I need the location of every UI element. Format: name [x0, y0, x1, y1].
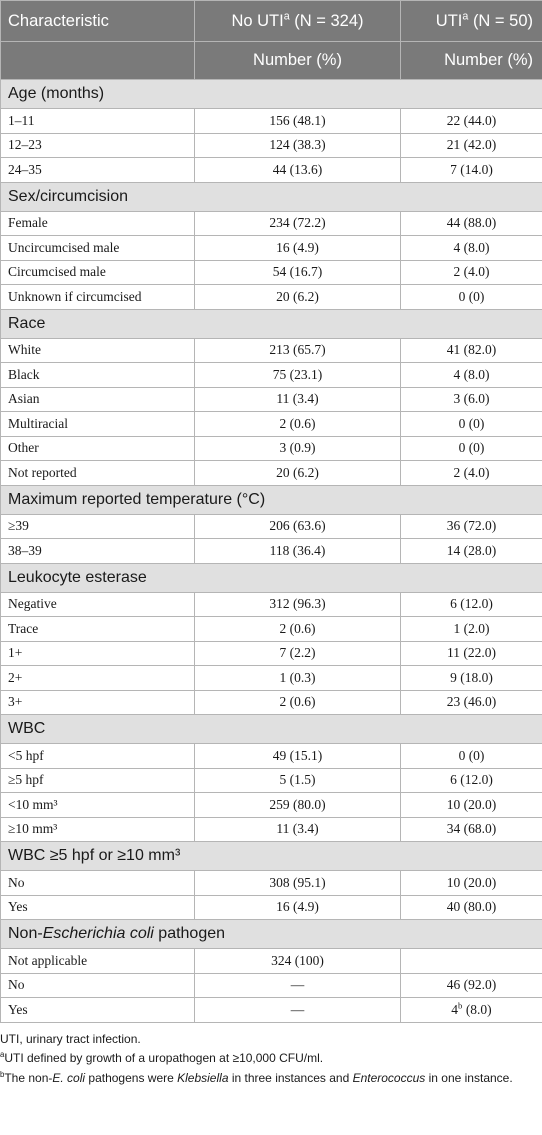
cell-uti: 41 (82.0)	[401, 338, 542, 363]
cell-uti: 46 (92.0)	[401, 973, 542, 998]
section-title: WBC ≥5 hpf or ≥10 mm³	[1, 842, 542, 871]
header-row	[1, 1, 542, 42]
cell-uti: 44 (88.0)	[401, 211, 542, 236]
table-row	[1, 158, 542, 183]
table-row	[1, 768, 542, 793]
header-uti: UTI$^a$ (N = 50)	[401, 1, 542, 42]
cell-no-uti: 312 (96.3)	[195, 592, 401, 617]
cell-uti: 6 (12.0)	[401, 592, 542, 617]
table-row	[1, 817, 542, 842]
row-label: <10 mm³	[1, 793, 195, 818]
row-label: Not reported	[1, 461, 195, 486]
table-row	[1, 793, 542, 818]
row-label: 12–23	[1, 133, 195, 158]
cell-no-uti: 11 (3.4)	[195, 387, 401, 412]
cell-no-uti: 7 (2.2)	[195, 641, 401, 666]
row-label: Other	[1, 436, 195, 461]
row-label: Yes	[1, 895, 195, 920]
cell-no-uti: 2 (0.6)	[195, 617, 401, 642]
section-title: Maximum reported temperature (°C)	[1, 485, 542, 514]
cell-uti: 0 (0)	[401, 436, 542, 461]
row-label: No	[1, 871, 195, 896]
table-row	[1, 949, 542, 974]
cell-no-uti: 156 (48.1)	[195, 109, 401, 134]
table-row	[1, 412, 542, 437]
row-label: 1+	[1, 641, 195, 666]
cell-uti: 6 (12.0)	[401, 768, 542, 793]
cell-uti: 9 (18.0)	[401, 666, 542, 691]
table-row	[1, 998, 542, 1023]
header-no-uti: No UTI$^a$ (N = 324)	[195, 1, 401, 42]
cell-uti: 0 (0)	[401, 744, 542, 769]
header-characteristic: Characteristic	[1, 1, 195, 42]
cell-uti: 36 (72.0)	[401, 514, 542, 539]
cell-uti: 10 (20.0)	[401, 793, 542, 818]
footnote-abbreviation: UTI, urinary tract infection.	[0, 1031, 141, 1046]
table-row	[1, 133, 542, 158]
table-row	[1, 871, 542, 896]
cell-no-uti: —	[195, 973, 401, 998]
section-header-row	[1, 842, 542, 871]
cell-uti: 14 (28.0)	[401, 539, 542, 564]
cell-uti: 4 (8.0)	[401, 363, 542, 388]
table-row	[1, 617, 542, 642]
cell-uti: 2 (4.0)	[401, 260, 542, 285]
cell-no-uti: 234 (72.2)	[195, 211, 401, 236]
cell-no-uti: 3 (0.9)	[195, 436, 401, 461]
row-label: Black	[1, 363, 195, 388]
subheader-blank	[1, 42, 195, 80]
row-label: Circumcised male	[1, 260, 195, 285]
cell-no-uti: 20 (6.2)	[195, 285, 401, 310]
row-label: No	[1, 973, 195, 998]
cell-uti: 2 (4.0)	[401, 461, 542, 486]
section-title: Age (months)	[1, 80, 542, 109]
subheader-row	[1, 42, 542, 80]
row-label: 38–39	[1, 539, 195, 564]
cell-no-uti: —	[195, 998, 401, 1023]
table-row	[1, 973, 542, 998]
cell-uti: 3 (6.0)	[401, 387, 542, 412]
cell-uti: 4 (8.0)	[401, 236, 542, 261]
section-title: Leukocyte esterase	[1, 563, 542, 592]
row-label: Asian	[1, 387, 195, 412]
section-header-row	[1, 920, 542, 949]
section-title: WBC	[1, 715, 542, 744]
cell-no-uti: 16 (4.9)	[195, 236, 401, 261]
table-row	[1, 260, 542, 285]
row-label: 24–35	[1, 158, 195, 183]
row-label: 1–11	[1, 109, 195, 134]
cell-no-uti: 49 (15.1)	[195, 744, 401, 769]
footnote-b: $^b$The non-E. coli pathogens were Klebsiella in three instances and Enterococcus in one instance.	[0, 1069, 513, 1085]
table-row	[1, 338, 542, 363]
table-row	[1, 539, 542, 564]
row-label: White	[1, 338, 195, 363]
table-row	[1, 387, 542, 412]
cell-no-uti: 324 (100)	[195, 949, 401, 974]
subheader-uti: Number (%)	[401, 42, 542, 80]
cell-no-uti: 75 (23.1)	[195, 363, 401, 388]
row-label: Trace	[1, 617, 195, 642]
cell-uti: 4$^b$ (8.0)	[401, 998, 542, 1023]
table-row	[1, 592, 542, 617]
section-title: Race	[1, 309, 542, 338]
cell-no-uti: 11 (3.4)	[195, 817, 401, 842]
cell-uti: 23 (46.0)	[401, 690, 542, 715]
row-label: ≥39	[1, 514, 195, 539]
cell-uti: 11 (22.0)	[401, 641, 542, 666]
row-label: Multiracial	[1, 412, 195, 437]
cell-no-uti: 206 (63.6)	[195, 514, 401, 539]
section-header-row	[1, 309, 542, 338]
table-row	[1, 285, 542, 310]
row-label: Not applicable	[1, 949, 195, 974]
section-title: Sex/circumcision	[1, 182, 542, 211]
table-row	[1, 363, 542, 388]
section-header-row	[1, 80, 542, 109]
row-label: Negative	[1, 592, 195, 617]
table-row	[1, 514, 542, 539]
table-footnotes	[0, 1023, 542, 1089]
section-title: Non-Escherichia coli pathogen	[1, 920, 542, 949]
cell-no-uti: 54 (16.7)	[195, 260, 401, 285]
subheader-no-uti: Number (%)	[195, 42, 401, 80]
row-label: 3+	[1, 690, 195, 715]
row-label: Female	[1, 211, 195, 236]
cell-uti: 7 (14.0)	[401, 158, 542, 183]
row-label: 2+	[1, 666, 195, 691]
table-row	[1, 211, 542, 236]
table-row	[1, 236, 542, 261]
cell-no-uti: 259 (80.0)	[195, 793, 401, 818]
cell-uti: 22 (44.0)	[401, 109, 542, 134]
cell-uti: 40 (80.0)	[401, 895, 542, 920]
table-row	[1, 436, 542, 461]
section-header-row	[1, 485, 542, 514]
cell-no-uti: 16 (4.9)	[195, 895, 401, 920]
table-row	[1, 461, 542, 486]
row-label: <5 hpf	[1, 744, 195, 769]
cell-no-uti: 213 (65.7)	[195, 338, 401, 363]
footnote-a: $^a$UTI defined by growth of a uropathogen at ≥10,000 CFU/ml.	[0, 1050, 324, 1065]
table-row	[1, 895, 542, 920]
row-label: ≥10 mm³	[1, 817, 195, 842]
row-label: Yes	[1, 998, 195, 1023]
row-label: ≥5 hpf	[1, 768, 195, 793]
table-row	[1, 641, 542, 666]
cell-uti: 34 (68.0)	[401, 817, 542, 842]
cell-no-uti: 20 (6.2)	[195, 461, 401, 486]
cell-uti: 0 (0)	[401, 412, 542, 437]
table-row	[1, 744, 542, 769]
row-label: Unknown if circumcised	[1, 285, 195, 310]
row-label: Uncircumcised male	[1, 236, 195, 261]
cell-no-uti: 118 (36.4)	[195, 539, 401, 564]
section-header-row	[1, 715, 542, 744]
cell-no-uti: 124 (38.3)	[195, 133, 401, 158]
cell-uti: 21 (42.0)	[401, 133, 542, 158]
table-row	[1, 109, 542, 134]
cell-no-uti: 44 (13.6)	[195, 158, 401, 183]
section-header-row	[1, 563, 542, 592]
cell-uti	[401, 949, 542, 974]
cell-uti: 0 (0)	[401, 285, 542, 310]
cell-uti: 1 (2.0)	[401, 617, 542, 642]
section-header-row	[1, 182, 542, 211]
cell-no-uti: 5 (1.5)	[195, 768, 401, 793]
table-row	[1, 666, 542, 691]
cell-uti: 10 (20.0)	[401, 871, 542, 896]
cell-no-uti: 308 (95.1)	[195, 871, 401, 896]
cell-no-uti: 1 (0.3)	[195, 666, 401, 691]
table-row	[1, 690, 542, 715]
cell-no-uti: 2 (0.6)	[195, 690, 401, 715]
cell-no-uti: 2 (0.6)	[195, 412, 401, 437]
